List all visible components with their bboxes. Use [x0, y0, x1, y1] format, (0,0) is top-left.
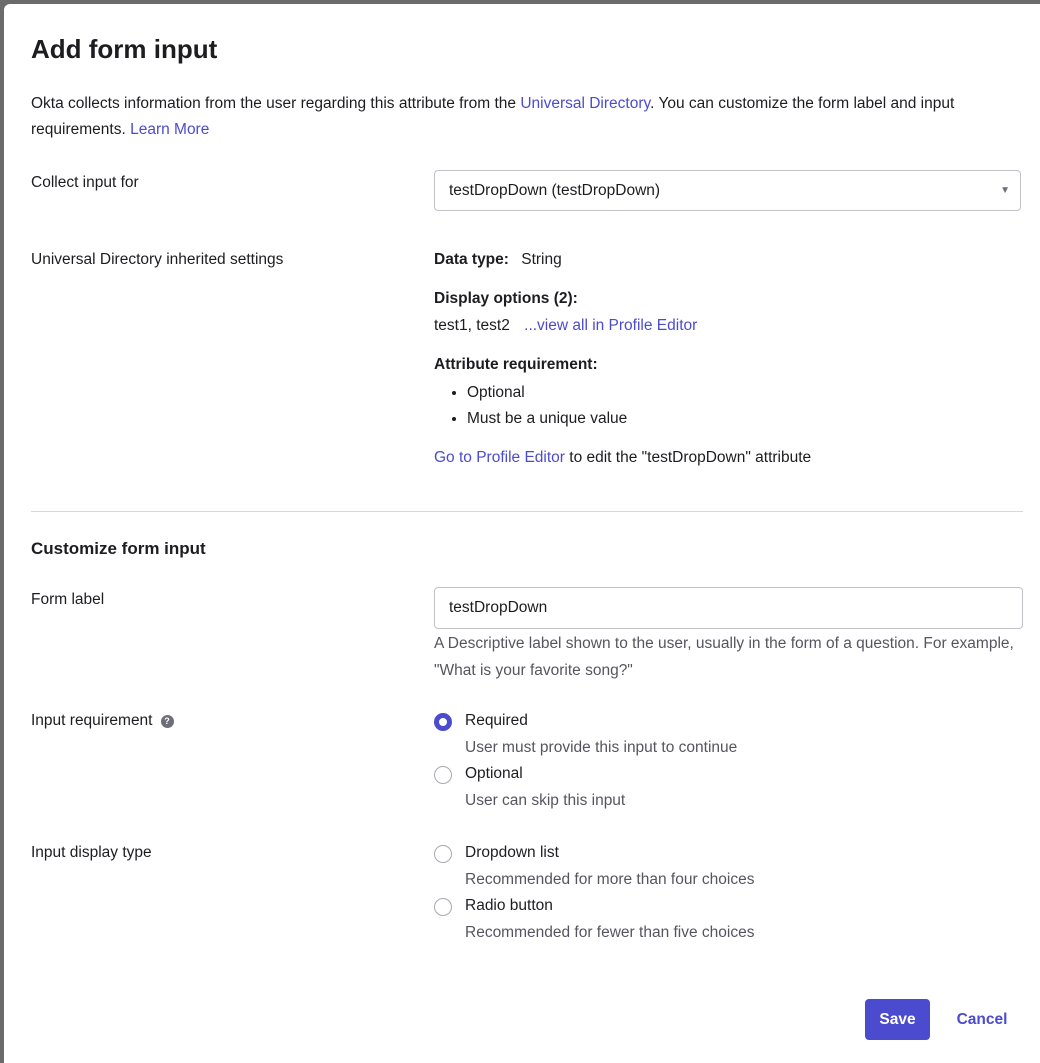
collect-input-select[interactable] [434, 170, 1021, 211]
profile-editor-row [434, 449, 811, 467]
learn-more-link[interactable]: Learn More [130, 121, 210, 138]
radio-optional[interactable] [434, 766, 452, 784]
collect-input-label: Collect input for [31, 174, 139, 191]
profile-editor-suffix: to edit the "testDropDown" attribute [564, 449, 812, 466]
form-label-help: A Descriptive label shown to the user, usually in the form of a question. For example, "What is your favorite song?" [434, 635, 1014, 679]
radio-dropdown-list-label[interactable]: Dropdown list [465, 844, 559, 861]
caret-down-icon: ▼ [1000, 185, 1010, 196]
collect-input-selected-value: testDropDown (testDropDown) [449, 182, 661, 199]
display-options-label: Display options (2): [434, 290, 578, 307]
radio-radio-button-desc: Recommended for fewer than five choices [465, 924, 755, 941]
radio-optional-desc: User can skip this input [465, 792, 626, 809]
radio-dropdown-list[interactable] [434, 845, 452, 863]
universal-directory-link[interactable]: Universal Directory [520, 95, 651, 112]
form-label-input[interactable] [434, 587, 1023, 629]
data-type-row [434, 251, 562, 269]
customize-section-title: Customize form input [31, 539, 206, 558]
radio-optional-label[interactable]: Optional [465, 765, 523, 782]
save-button[interactable]: Save [865, 999, 930, 1040]
radio-radio-button[interactable] [434, 898, 452, 916]
intro-text-2: . You can customize the form label and input requirements. [31, 95, 955, 138]
dialog-title: Add form input [31, 34, 218, 64]
attribute-requirement-label: Attribute requirement: [434, 356, 598, 373]
radio-required-label[interactable]: Required [465, 712, 528, 729]
requirement-item: • Optional [467, 380, 627, 406]
cancel-button[interactable]: Cancel [945, 999, 1019, 1040]
intro-text-1: Okta collects information from the user regarding this attribute from the [31, 95, 521, 112]
display-options-values: test1, test2 [434, 317, 510, 334]
data-type-value: String [521, 251, 562, 268]
radio-dropdown-list-desc: Recommended for more than four choices [465, 871, 755, 888]
go-to-profile-editor-link[interactable]: Go to Profile Editor [434, 449, 565, 466]
section-divider [31, 511, 1023, 512]
data-type-label: Data type: [434, 251, 509, 268]
input-requirement-label: Input requirement [31, 712, 153, 729]
radio-radio-button-label[interactable]: Radio button [465, 897, 553, 914]
form-label-label: Form label [31, 591, 105, 608]
input-requirement-row-label [31, 712, 174, 730]
question-circle-icon[interactable]: ? [161, 715, 174, 728]
radio-required[interactable] [434, 713, 452, 731]
ud-settings-label: Universal Directory inherited settings [31, 251, 284, 268]
view-all-profile-editor-link[interactable]: ...view all in Profile Editor [524, 317, 698, 334]
input-display-type-label: Input display type [31, 844, 152, 861]
attribute-requirement-list [434, 380, 627, 432]
dialog-intro [31, 91, 1031, 143]
requirement-item: • Must be a unique value [467, 406, 627, 432]
radio-required-desc: User must provide this input to continue [465, 739, 738, 756]
display-options-row [434, 317, 697, 335]
add-form-input-dialog [4, 4, 1040, 1063]
